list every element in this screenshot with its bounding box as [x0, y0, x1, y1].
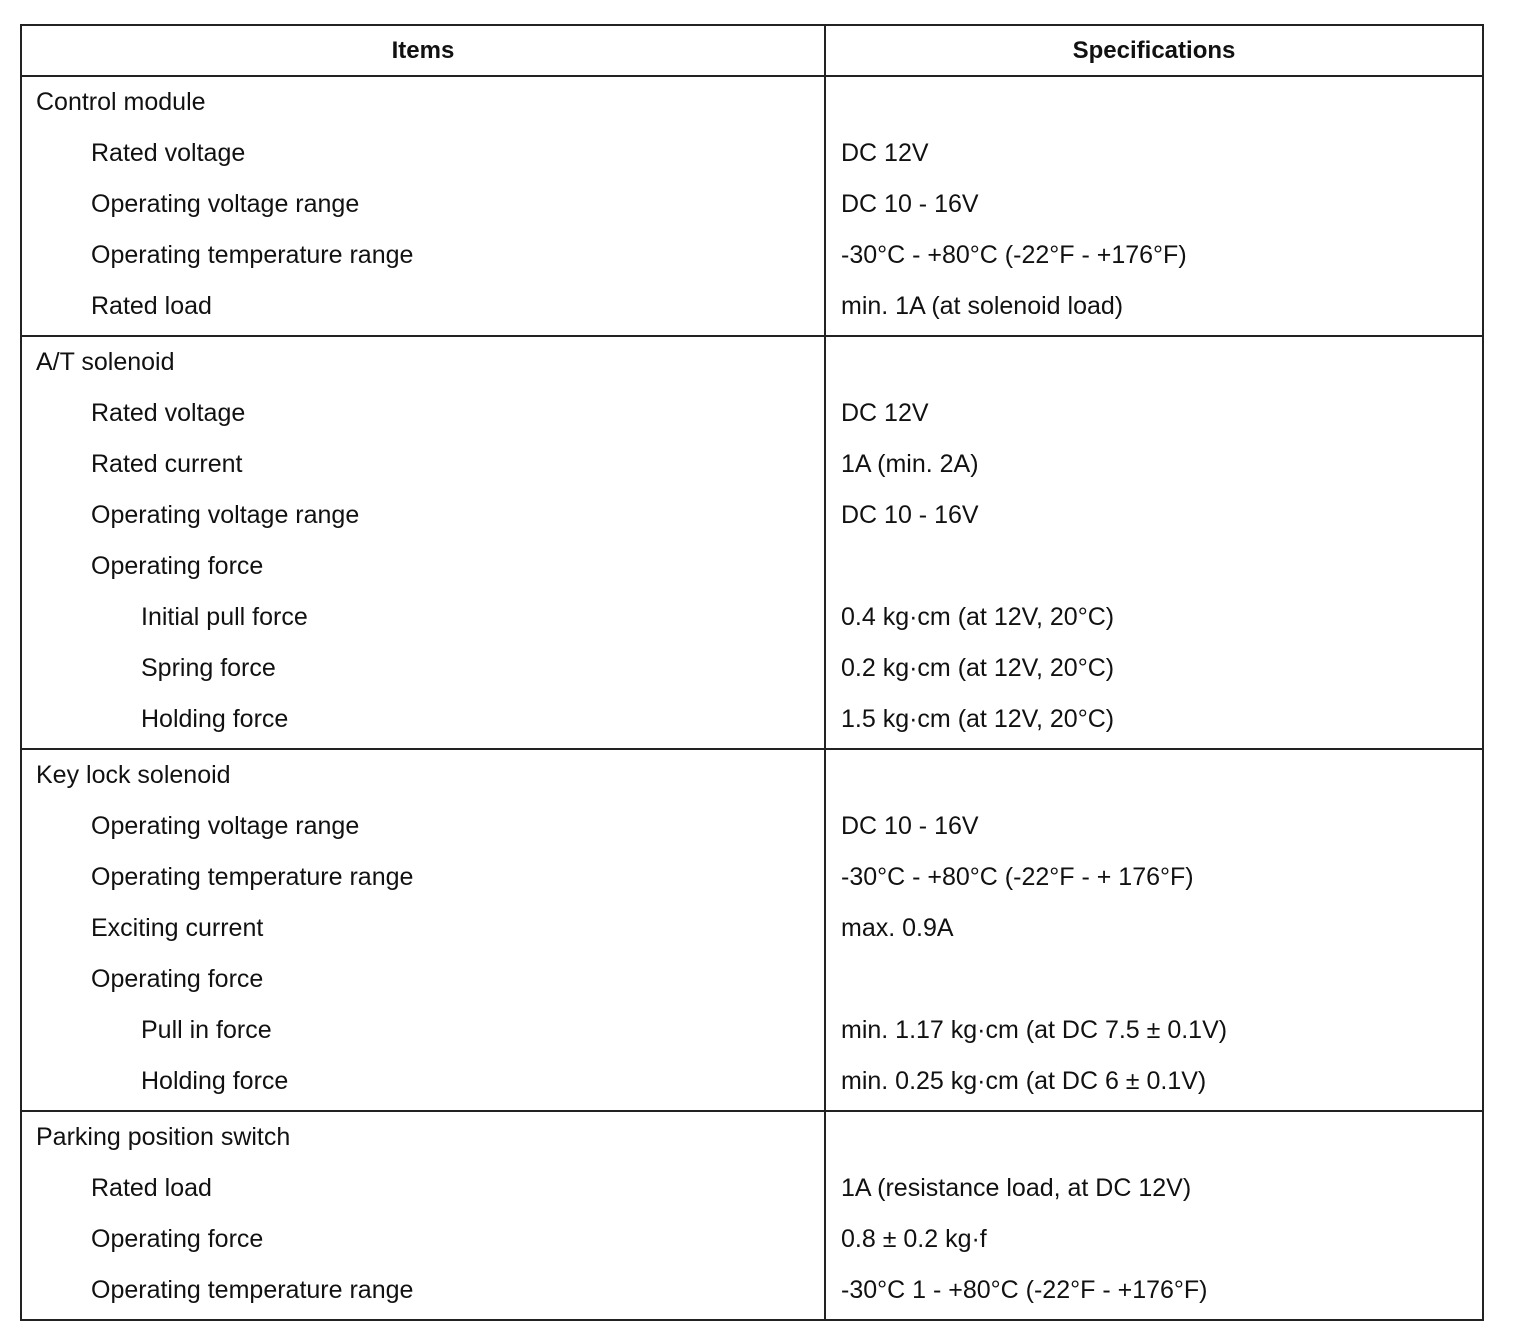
spec-cell: min. 1.17 kg·cm (at DC 7.5 ± 0.1V)	[825, 1005, 1483, 1056]
group-title-spec-cell	[825, 1111, 1483, 1163]
spec-cell: DC 12V	[825, 388, 1483, 439]
table-row	[21, 281, 1483, 336]
item-cell: Rated voltage	[21, 128, 825, 179]
spec-cell: min. 0.25 kg·cm (at DC 6 ± 0.1V)	[825, 1056, 1483, 1111]
group-title: A/T solenoid	[21, 336, 825, 388]
table-header	[21, 25, 1483, 76]
table-row	[21, 592, 1483, 643]
header-row	[21, 25, 1483, 76]
table-row	[21, 1214, 1483, 1265]
item-cell: Operating voltage range	[21, 801, 825, 852]
item-cell: Operating temperature range	[21, 230, 825, 281]
group-section	[21, 336, 1483, 749]
group-section	[21, 76, 1483, 336]
table-row	[21, 541, 1483, 592]
item-cell: Rated load	[21, 1163, 825, 1214]
spec-cell: -30°C - +80°C (-22°F - +176°F)	[825, 230, 1483, 281]
group-section	[21, 1111, 1483, 1320]
item-cell: Rated load	[21, 281, 825, 336]
table-row	[21, 694, 1483, 749]
header-items: Items	[21, 25, 825, 76]
item-cell: Pull in force	[21, 1005, 825, 1056]
group-title: Control module	[21, 76, 825, 128]
group-section	[21, 749, 1483, 1111]
table-row	[21, 954, 1483, 1005]
group-title-row	[21, 1111, 1483, 1163]
header-specifications: Specifications	[825, 25, 1483, 76]
table-row	[21, 490, 1483, 541]
item-cell: Operating force	[21, 541, 825, 592]
table-row	[21, 1163, 1483, 1214]
spec-cell: 1.5 kg·cm (at 12V, 20°C)	[825, 694, 1483, 749]
table-row	[21, 230, 1483, 281]
table-row	[21, 903, 1483, 954]
item-cell: Operating temperature range	[21, 1265, 825, 1320]
item-cell: Holding force	[21, 694, 825, 749]
spec-cell: -30°C - +80°C (-22°F - + 176°F)	[825, 852, 1483, 903]
group-title: Key lock solenoid	[21, 749, 825, 801]
group-title-row	[21, 336, 1483, 388]
table-row	[21, 1056, 1483, 1111]
group-title-spec-cell	[825, 336, 1483, 388]
item-cell: Operating voltage range	[21, 179, 825, 230]
spec-cell: 0.4 kg·cm (at 12V, 20°C)	[825, 592, 1483, 643]
group-title-spec-cell	[825, 749, 1483, 801]
table-row	[21, 801, 1483, 852]
table-row	[21, 128, 1483, 179]
spec-cell: 0.8 ± 0.2 kg·f	[825, 1214, 1483, 1265]
spec-cell: 0.2 kg·cm (at 12V, 20°C)	[825, 643, 1483, 694]
group-title-spec-cell	[825, 76, 1483, 128]
spec-cell: DC 12V	[825, 128, 1483, 179]
item-cell: Operating temperature range	[21, 852, 825, 903]
item-cell: Spring force	[21, 643, 825, 694]
table-row	[21, 1005, 1483, 1056]
spec-cell: 1A (min. 2A)	[825, 439, 1483, 490]
table-row	[21, 179, 1483, 230]
table-row	[21, 388, 1483, 439]
spec-cell: 1A (resistance load, at DC 12V)	[825, 1163, 1483, 1214]
group-title-row	[21, 76, 1483, 128]
table-row	[21, 643, 1483, 694]
spec-cell: DC 10 - 16V	[825, 490, 1483, 541]
item-cell: Rated voltage	[21, 388, 825, 439]
spec-cell: DC 10 - 16V	[825, 179, 1483, 230]
item-cell: Rated current	[21, 439, 825, 490]
spec-cell	[825, 541, 1483, 592]
group-title-row	[21, 749, 1483, 801]
item-cell: Exciting current	[21, 903, 825, 954]
item-cell: Operating force	[21, 1214, 825, 1265]
item-cell: Holding force	[21, 1056, 825, 1111]
spec-cell: -30°C 1 - +80°C (-22°F - +176°F)	[825, 1265, 1483, 1320]
table-row	[21, 852, 1483, 903]
specifications-table	[20, 24, 1484, 1321]
spec-cell: min. 1A (at solenoid load)	[825, 281, 1483, 336]
group-title: Parking position switch	[21, 1111, 825, 1163]
spec-cell: max. 0.9A	[825, 903, 1483, 954]
item-cell: Operating force	[21, 954, 825, 1005]
item-cell: Initial pull force	[21, 592, 825, 643]
table-row	[21, 1265, 1483, 1320]
spec-cell: DC 10 - 16V	[825, 801, 1483, 852]
table-row	[21, 439, 1483, 490]
spec-cell	[825, 954, 1483, 1005]
item-cell: Operating voltage range	[21, 490, 825, 541]
